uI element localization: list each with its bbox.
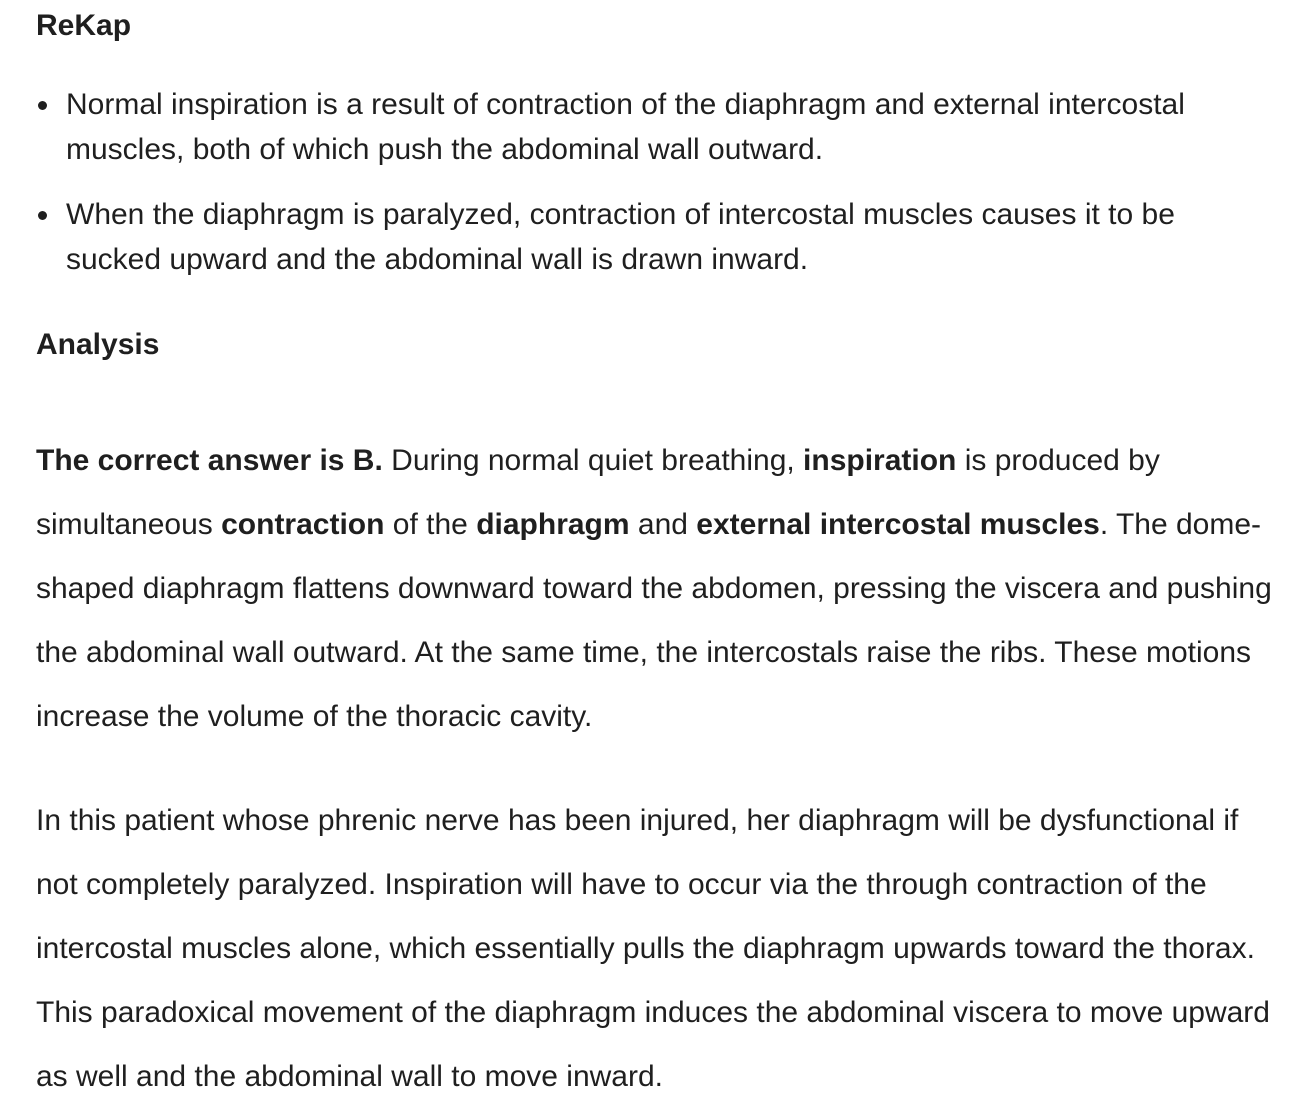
- rekap-list: [36, 82, 1276, 282]
- para1-text-e: . The dome-shaped diaphragm flattens downward toward the abdomen, pressing the viscera and pushing the abdominal wall outward. At the same time, the intercostals raise the ribs. These motions increase the volume of the thoracic cavity.: [36, 508, 1272, 733]
- term-external-intercostal-muscles: external intercostal muscles: [696, 508, 1100, 541]
- rekap-heading: ReKap: [36, 9, 132, 42]
- analysis-paragraph-1: [36, 429, 1276, 749]
- rekap-item-2: When the diaphragm is paralyzed, contraction of intercostal muscles causes it to be sucked upward and the abdominal wall is drawn inward.: [36, 192, 1276, 282]
- rekap-item-1: Normal inspiration is a result of contraction of the diaphragm and external intercostal muscles, both of which push the abdominal wall outward.: [36, 82, 1276, 172]
- term-contraction: contraction: [221, 508, 385, 541]
- para1-text-c: of the: [384, 508, 477, 541]
- analysis-heading: Analysis: [36, 328, 160, 361]
- correct-answer-lead: The correct answer is B.: [36, 444, 383, 477]
- para1-text-b: is produced by simultaneous: [36, 444, 1160, 541]
- term-diaphragm: diaphragm: [476, 508, 630, 541]
- para1-text-a: During normal quiet breathing,: [382, 444, 804, 477]
- analysis-paragraph-2: In this patient whose phrenic nerve has been injured, her diaphragm will be dysfunctional if not completely paralyzed. Inspiration will have to occur via the through contraction of the intercostal muscles alone, which essentially pulls the diaphragm upwards toward the thorax. This paradoxical movement of the diaphragm induces the abdominal viscera to move upward as well and the abdominal wall to move inward.: [36, 804, 1270, 1093]
- para1-text-d: and: [629, 508, 697, 541]
- term-inspiration: inspiration: [803, 444, 957, 477]
